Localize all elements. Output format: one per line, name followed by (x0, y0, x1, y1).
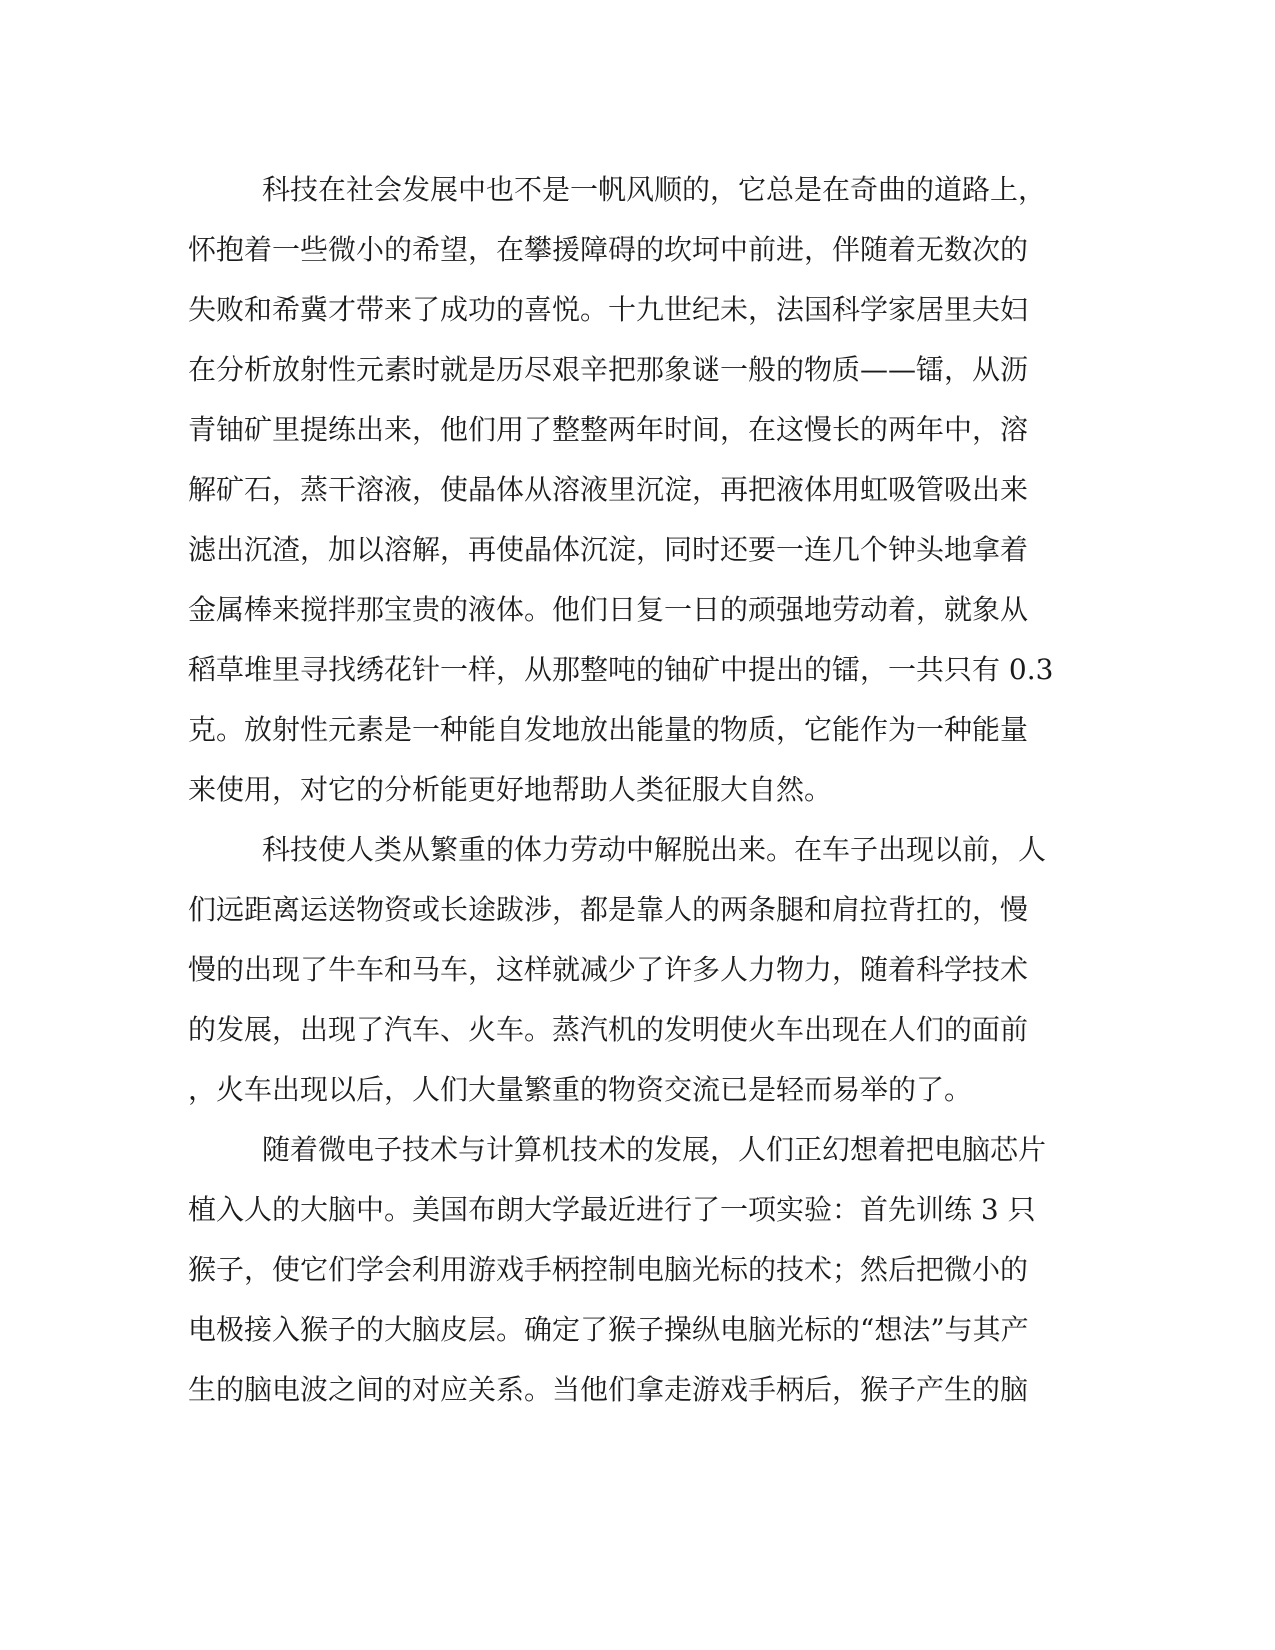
paragraph-3-line-2: 植入人的大脑中。美国布朗大学最近进行了一项实验：首先训练 3 只 (188, 1193, 1036, 1226)
paragraph-3-line-4: 电极接入猴子的大脑皮层。确定了猴子操纵电脑光标的“想法”与其产 (188, 1313, 1029, 1346)
paragraph-3-line-5: 生的脑电波之间的对应关系。当他们拿走游戏手柄后，猴子产生的脑 (188, 1373, 1029, 1406)
paragraph-1-line-11: 来使用，对它的分析能更好地帮助人类征服大自然。 (188, 773, 833, 806)
paragraph-2-line-3: 慢的出现了牛车和马车，这样就减少了许多人力物力，随着科学技术 (188, 953, 1029, 986)
paragraph-1-line-10: 克。放射性元素是一种能自发地放出能量的物质，它能作为一种能量 (188, 713, 1029, 746)
paragraph-2-line-1: 科技使人类从繁重的体力劳动中解脱出来。在车子出现以前，人 (262, 833, 1047, 866)
paragraph-1-line-1: 科技在社会发展中也不是一帆风顺的，它总是在奇曲的道路上， (262, 173, 1047, 206)
paragraph-2-line-2: 们远距离运送物资或长途跋涉，都是靠人的两条腿和肩拉背扛的，慢 (188, 893, 1029, 926)
body-text (188, 160, 1078, 1420)
paragraph-1-line-3: 失败和希冀才带来了成功的喜悦。十九世纪未，法国科学家居里夫妇 (188, 293, 1029, 326)
paragraph-2-line-5: ，火车出现以后，人们大量繁重的物资交流已是轻而易举的了。 (188, 1073, 973, 1106)
paragraph-1-line-2: 怀抱着一些微小的希望，在攀援障碍的坎坷中前进，伴随着无数次的 (188, 233, 1029, 266)
paragraph-3-line-1: 随着微电子技术与计算机技术的发展，人们正幻想着把电脑芯片 (262, 1133, 1047, 1166)
paragraph-1-line-7: 滤出沉渣，加以溶解，再使晶体沉淀，同时还要一连几个钟头地拿着 (188, 533, 1029, 566)
paragraph-1-line-4: 在分析放射性元素时就是历尽艰辛把那象谜一般的物质——镭，从沥 (188, 353, 1029, 386)
paragraph-1-line-8: 金属棒来搅拌那宝贵的液体。他们日复一日的顽强地劳动着，就象从 (188, 593, 1029, 626)
paragraph-1-line-5: 青铀矿里提练出来，他们用了整整两年时间，在这慢长的两年中，溶 (188, 413, 1029, 446)
paragraph-2-line-4: 的发展，出现了汽车、火车。蒸汽机的发明使火车出现在人们的面前 (188, 1013, 1029, 1046)
paragraph-1-line-6: 解矿石，蒸干溶液，使晶体从溶液里沉淀，再把液体用虹吸管吸出来 (188, 473, 1029, 506)
paragraph-1-line-9: 稻草堆里寻找绣花针一样，从那整吨的铀矿中提出的镭，一共只有 0.3 (188, 653, 1054, 686)
paragraph-3-line-3: 猴子，使它们学会利用游戏手柄控制电脑光标的技术；然后把微小的 (188, 1253, 1029, 1286)
